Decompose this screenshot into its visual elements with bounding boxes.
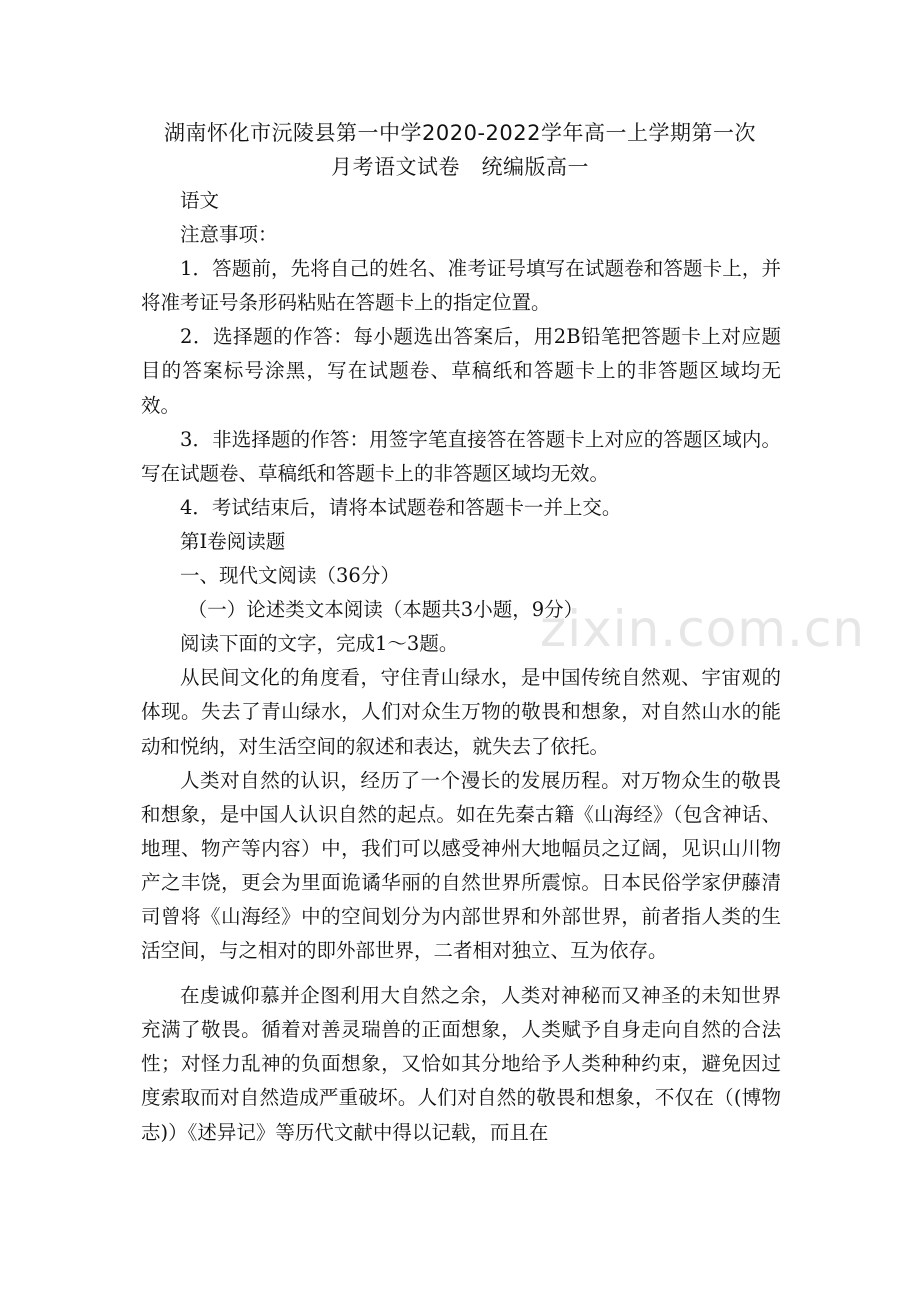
subject-label: 语文 — [180, 189, 220, 212]
watermark-text: zixin.com.cn — [540, 600, 866, 658]
passage-paragraph: 在虔诚仰慕并企图利用大自然之余，人类对神秘而又神圣的未知世界充满了敬畏。循着对善灵瑞兽的正面想象，人类赋予自身走向自然的合法性；对怪力乱神的负面想象，又恰如其分地给予人类种种约束，避免因过度索取而对自然造成严重破坏。人们对自然的敬畏和想象，不仅在（(博物志)）《述异记》等历代文献中得以记载，而且在 — [141, 984, 781, 1144]
passage-paragraph: 人类对自然的认识，经历了一个漫长的发展历程。对万物众生的敬畏和想象，是中国人认识自然的起点。如在先秦古籍《山海经》（包含神话、地理、物产等内容）中，我们可以感受神州大地幅员之辽阔，见识山川物产之丰饶，更会为里面诡谲华丽的自然世界所震惊。日本民俗学家伊藤清司曾将《山海经》中的空间划分为内部世界和外部世界，前者指人类的生活空间，与之相对的即外部世界，二者相对独立、互为依存。 — [141, 768, 781, 963]
section-heading: 一、现代文阅读（36分） — [180, 564, 400, 588]
notice-item: 3．非选择题的作答：用签字笔直接答在答题卡上对应的答题区域内。写在试题卷、草稿纸和答题卡上的非答题区域均无效。 — [141, 427, 781, 485]
document-body — [141, 184, 781, 1150]
subsection-heading: （一）论述类文本阅读（本题共3小题，9分） — [187, 598, 584, 622]
notice-heading: 注意事项： — [180, 223, 278, 247]
document-title-line-1: 湖南怀化市沅陵县第一中学2020-2022学年高一上学期第一次 — [164, 121, 756, 145]
notice-item: 4．考试结束后，请将本试题卷和答题卡一并上交。 — [180, 495, 622, 519]
passage-paragraph: 从民间文化的角度看，守住青山绿水，是中国传统自然观、宇宙观的体现。失去了青山绿水，人们对众生万物的敬畏和想象，对自然山水的能动和悦纳，对生活空间的叙述和表达，就失去了依托。 — [141, 666, 781, 758]
reading-instruction: 阅读下面的文字，完成1～3题。 — [180, 632, 459, 656]
document-title-line-2: 月考语文试卷 统编版高一 — [331, 155, 589, 179]
notice-item: 1．答题前，先将自己的姓名、准考证号填写在试题卷和答题卡上，并将准考证号条形码粘贴在答题卡上的指定位置。 — [141, 257, 781, 315]
volume-heading: 第Ⅰ卷阅读题 — [180, 529, 286, 553]
notice-item: 2．选择题的作答：每小题选出答案后，用2B铅笔把答题卡上对应题目的答案标号涂黑，写在试题卷、草稿纸和答题卡上的非答题区域均无效。 — [141, 325, 781, 417]
